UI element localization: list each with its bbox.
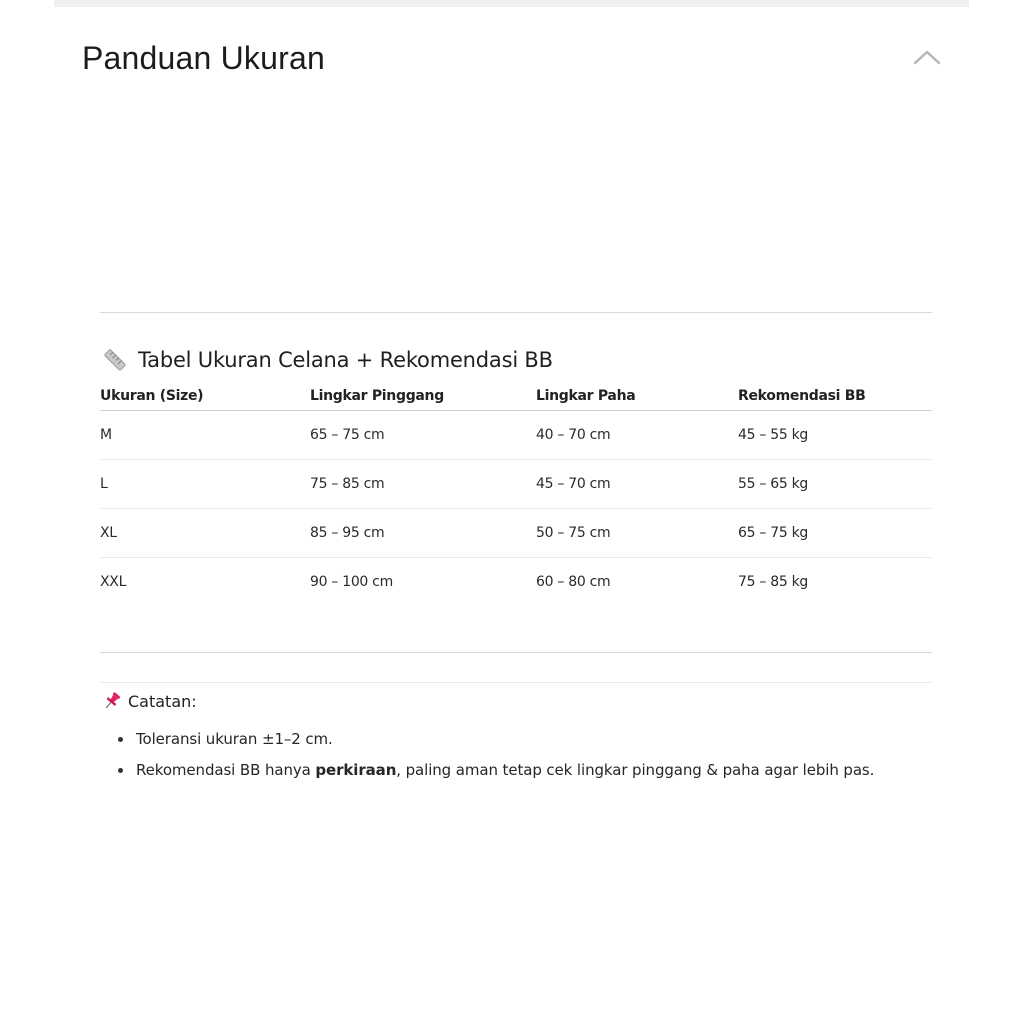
note-text: , paling aman tetap cek lingkar pinggang & paha agar lebih pas. [396,761,875,779]
table-cell: L [100,460,310,509]
column-header: Rekomendasi BB [738,382,932,411]
size-chart-title: Tabel Ukuran Celana + Rekomendasi BB [138,348,553,372]
table-cell: M [100,411,310,460]
table-row [100,411,932,460]
chart-bottom-soft-divider [100,682,932,683]
page-title: Panduan Ukuran [82,40,325,76]
notes-section [102,690,942,786]
table-cell: 65 – 75 cm [310,411,536,460]
table-cell: 90 – 100 cm [310,574,393,590]
list-item [136,755,942,786]
table-cell: 50 – 75 cm [536,509,738,558]
table-cell: 75 – 85 cm [310,460,536,509]
size-table [100,382,932,606]
note-text: Toleransi ukuran ±1–2 cm. [136,730,333,748]
notes-list [102,724,942,786]
pushpin-icon [102,691,122,711]
chevron-up-icon[interactable] [912,46,942,70]
size-guide-header[interactable] [82,38,942,78]
notes-heading [102,690,942,712]
table-cell: 45 – 55 kg [738,411,932,460]
table-row [100,558,932,607]
top-divider-strip [54,0,969,7]
table-cell: 45 – 70 cm [536,460,738,509]
table-cell: XL [100,509,310,558]
size-chart-image [100,312,932,682]
notes-title: Catatan: [128,691,197,711]
table-row [100,460,932,509]
column-header: Ukuran (Size) [100,382,310,411]
table-header-row [100,382,932,411]
chart-bottom-divider [100,652,932,653]
note-text: Rekomendasi BB hanya [136,761,316,779]
table-cell: 55 – 65 kg [738,460,932,509]
note-emphasis: perkiraan [315,761,397,779]
table-cell: 85 – 95 cm [310,509,536,558]
size-chart-heading [102,346,553,374]
table-cell: 60 – 80 cm [536,574,611,590]
chart-top-divider [100,312,932,313]
column-header: Lingkar Paha [536,382,738,411]
table-cell: XXL [100,574,127,590]
table-cell: 40 – 70 cm [536,411,738,460]
column-header: Lingkar Pinggang [310,382,536,411]
table-row [100,509,932,558]
list-item [136,724,942,755]
ruler-icon [102,347,128,373]
table-cell: 65 – 75 kg [738,509,932,558]
table-cell: 75 – 85 kg [738,574,808,590]
